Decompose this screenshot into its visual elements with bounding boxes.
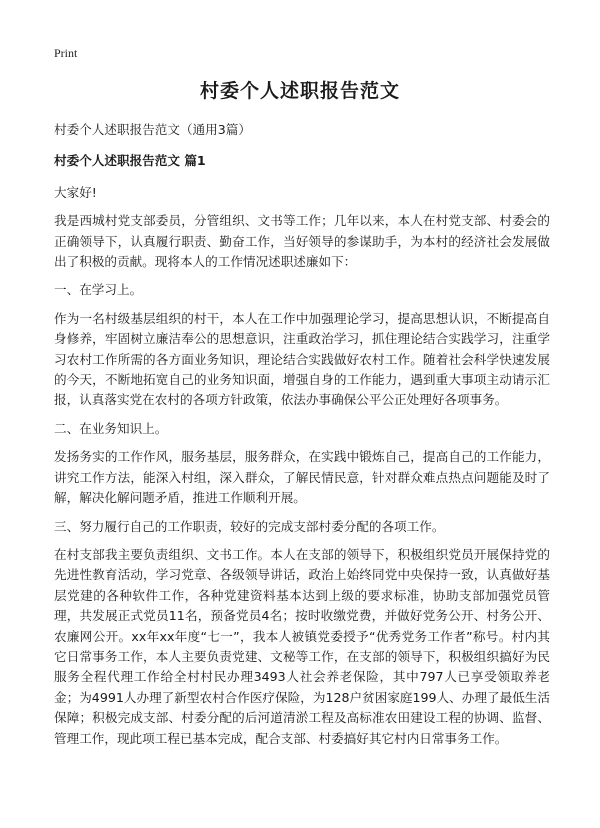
study-paragraph: 作为一名村级基层组织的村干，本人在工作中加强理论学习，提高思想认识，不断提高自身修养，牢固树立廉洁奉公的思想意识，注重政治学习，抓住理论结合实践学习，注重学习农村工作所需的各方面业务知识，理论结合实践做好农村工作。随着社会科学快速发展的今天，不断地拓宽自己的业务知识面，增强自身的工作能力，遇到重大事项主动请示汇报，认真落实党在农村的各项方针政策，依法办事确保公平公正处理好各项事务。 bbox=[54, 310, 550, 408]
section-heading: 村委个人述职报告范文 篇1 bbox=[54, 153, 206, 169]
greeting-paragraph: 大家好! bbox=[54, 184, 97, 200]
intro-paragraph: 我是西城村党支部委员，分管组织、文书等工作；几年以来，本人在村党支部、村委会的正确领导下，认真履行职责、勤奋工作，当好领导的参谋助手，为本村的经济社会发展做出了积极的贡献。现将本人的工作情况述职述廉如下： bbox=[54, 213, 550, 270]
document-subtitle: 村委个人述职报告范文（通用3篇） bbox=[54, 122, 251, 137]
duties-paragraph: 在村支部我主要负责组织、文书工作。本人在支部的领导下，积极组织党员开展保持党的先进性教育活动，学习党章、各级领导讲话，政治上始终同党中央保持一致，认真做好基层党建的各种软件工作，各种党建资料基本达到上级的要求标准，协助支部加强党员管理，共发展正式党员11名，预备党员4名；按时收缴党费，并做好党务公开、村务公开、农廉网公开。xx年xx年度“七一”，我本人被镇党委授予“优秀党务工作者”称号。村内其它日常事务工作，本人主要负责党建、文秘等工作，在支部的领导下，积极组织搞好为民服务全程代理工作给全村村民办理3493人社会养老保险，其中797人已享受领取养老金；为4991人办理了新型农村合作医疗保险，为128户贫困家庭199人、办理了最低生活保障；积极完成支部、村委分配的后河道清淤工程及高标准农田建设工程的协调、监督、管理工作，现此项工程已基本完成，配合支部、村委搞好其它村内日常事务工作。 bbox=[54, 546, 550, 746]
subheading-business: 二、在业务知识上。 bbox=[54, 420, 168, 436]
print-link[interactable]: Print bbox=[54, 46, 78, 60]
document-title: 村委个人述职报告范文 bbox=[199, 80, 400, 102]
subheading-study: 一、在学习上。 bbox=[54, 282, 143, 298]
subheading-duties: 三、努力履行自己的工作职责，较好的完成支部村委分配的各项工作。 bbox=[54, 518, 445, 534]
document-body bbox=[54, 120, 550, 757]
business-paragraph: 发扬务实的工作作风，服务基层，服务群众，在实践中锻炼自己，提高自己的工作能力，讲究工作方法，能深入村组，深入群众，了解民情民意，针对群众难点热点问题能及时了解，解决化解问题矛盾，推进工作顺利开展。 bbox=[54, 449, 550, 506]
